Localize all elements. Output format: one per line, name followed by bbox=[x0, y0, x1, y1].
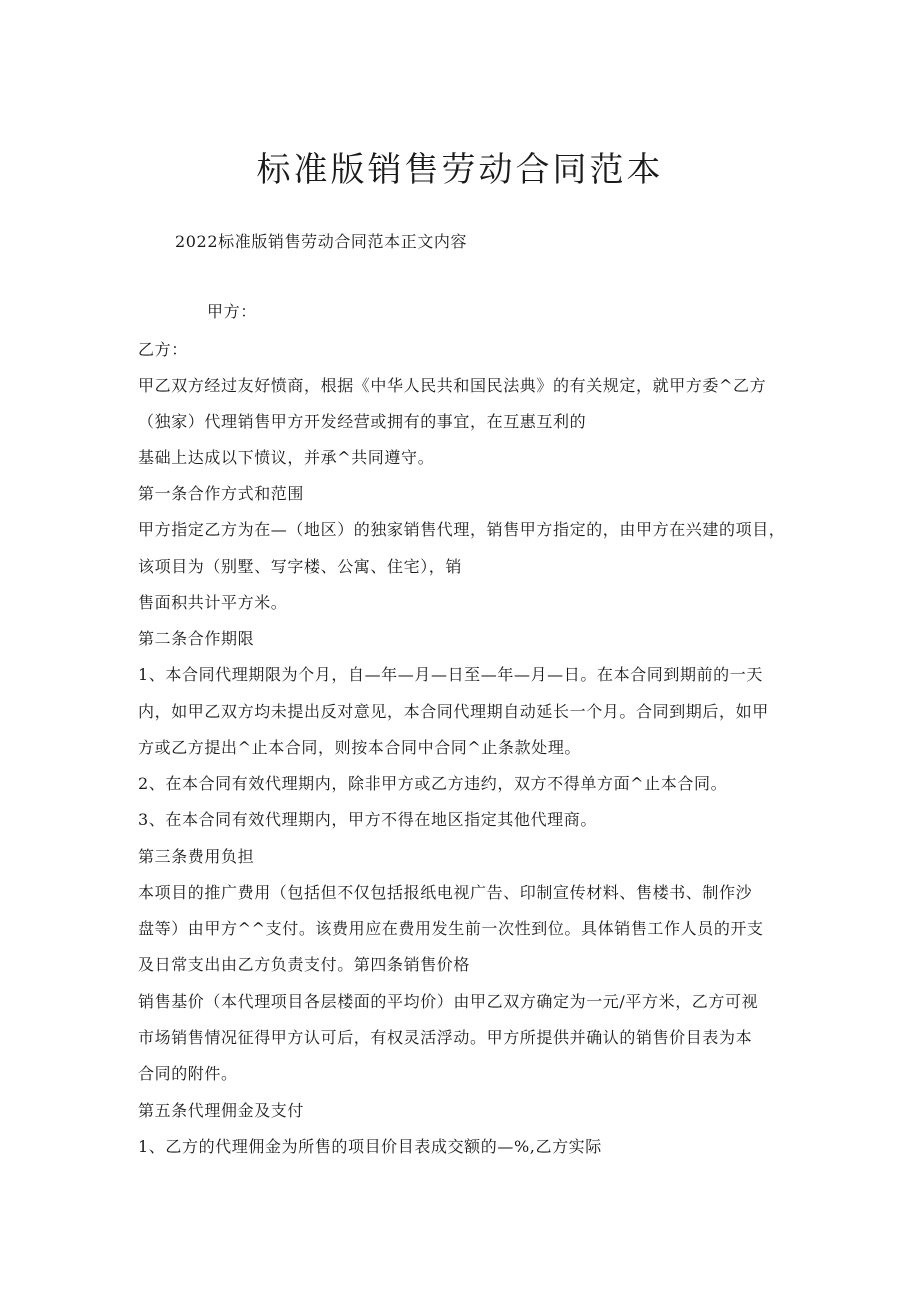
section-heading: 第一条合作方式和范围 bbox=[138, 484, 305, 503]
body-line: 3、在本合同有效代理期内，甲方不得在地区指定其他代理商。 bbox=[138, 810, 597, 829]
body-line: 销售基价（本代理项目各层楼面的平均价）由甲乙双方确定为一元/平方米，乙方可视 bbox=[138, 992, 759, 1011]
body-line: 市场销售情况征得甲方认可后，有权灵活浮动。甲方所提供并确认的销售价目表为本 bbox=[138, 1028, 753, 1047]
body-line: 该项目为（别墅、写字楼、公寓、住宅），销 bbox=[138, 557, 463, 576]
body-line: 内，如甲乙双方均未提出反对意见，本合同代理期自动延长一个月。合同到期后，如甲 bbox=[138, 702, 769, 721]
body-line: 基础上达成以下愤议，并承^共同遵守。 bbox=[138, 448, 435, 467]
body-line: 2、在本合同有效代理期内，除非甲方或乙方违约，双方不得单方面^止本合同。 bbox=[138, 774, 728, 793]
body-line: 1、乙方的代理佣金为所售的项目价目表成交额的—%,乙方实际 bbox=[138, 1137, 602, 1156]
section-heading: 第二条合作期限 bbox=[138, 629, 255, 648]
body-line: 甲方指定乙方为在—（地区）的独家销售代理，销售甲方指定的，由甲方在兴建的项目， bbox=[138, 520, 786, 539]
body-line: 售面积共计平方米。 bbox=[138, 593, 288, 612]
section-heading: 第三条费用负担 bbox=[138, 847, 255, 866]
body-line: 方或乙方提出^止本合同，则按本合同中合同^止条款处理。 bbox=[138, 738, 582, 757]
body-line: 1、本合同代理期限为个月，自—年—月—日至—年—月—日。在本合同到期前的一天 bbox=[138, 665, 763, 684]
body-line: （独家）代理销售甲方开发经营或拥有的事宜，在互惠互利的 bbox=[138, 412, 587, 431]
body-line: 合同的附件。 bbox=[138, 1064, 238, 1083]
body-line: 盘等）由甲方^^支付。该费用应在费用发生前一次性到位。具体销售工作人员的开支 bbox=[138, 919, 764, 938]
body-line: 甲乙双方经过友好愤商，根据《中华人民共和国民法典》的有关规定，就甲方委^乙方 bbox=[138, 376, 767, 395]
party-a-line: 甲方： bbox=[207, 302, 257, 321]
section-heading: 第五条代理佣金及支付 bbox=[138, 1101, 305, 1120]
body-line: 及日常支出由乙方负责支付。第四条销售价格 bbox=[138, 955, 471, 974]
party-b-line: 乙方： bbox=[138, 340, 188, 359]
body-line: 本项目的推广费用（包括但不仅包括报纸电视广告、印制宣传材料、售楼书、制作沙 bbox=[138, 883, 753, 902]
document-title: 标准版销售劳动合同范本 bbox=[256, 150, 664, 190]
subtitle-line: 2022标准版销售劳动合同范本正文内容 bbox=[175, 232, 468, 251]
